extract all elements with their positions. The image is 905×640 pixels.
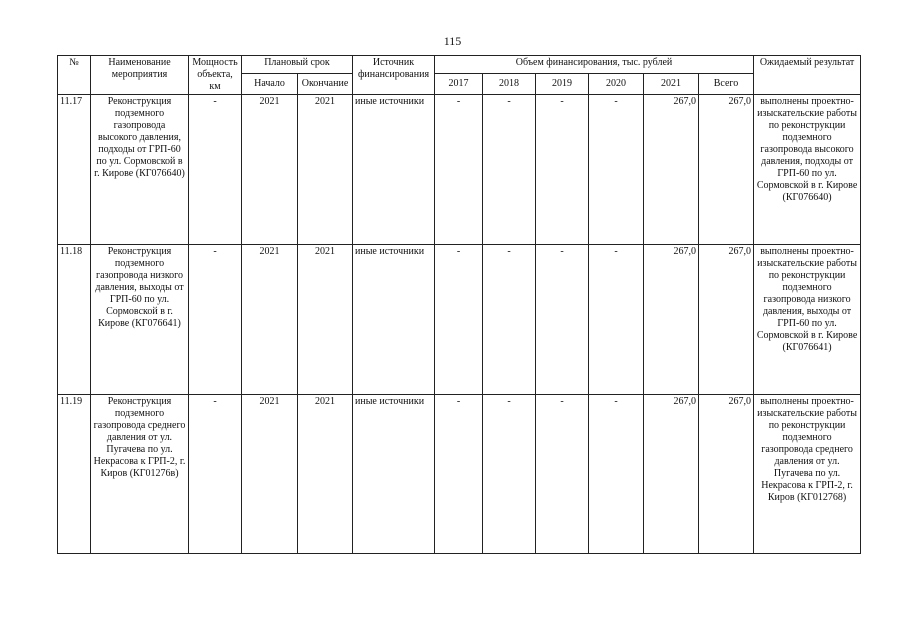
header-result: Ожидаемый результат <box>754 56 861 95</box>
header-2021: 2021 <box>644 74 699 95</box>
row-num: 11.18 <box>58 245 91 395</box>
header-capacity: Мощность объекта, км <box>189 56 242 95</box>
row-num: 11.17 <box>58 95 91 245</box>
header-total: Всего <box>699 74 754 95</box>
header-source: Источник финансирования <box>353 56 435 95</box>
row-2019: - <box>536 245 589 395</box>
header-2019: 2019 <box>536 74 589 95</box>
row-total: 267,0 <box>699 245 754 395</box>
row-name: Реконструкция подземного газопровода высокого давления, подходы от ГРП-60 по ул. Сормовской в г. Кирове (КГ076640) <box>91 95 189 245</box>
row-capacity: - <box>189 245 242 395</box>
row-2018: - <box>483 95 536 245</box>
header-num: № <box>58 56 91 95</box>
header-start: Начало <box>242 74 298 95</box>
header-row-1 <box>58 56 861 74</box>
row-end: 2021 <box>298 95 353 245</box>
header-planned-term: Плановый срок <box>242 56 353 74</box>
row-2019: - <box>536 95 589 245</box>
header-2020: 2020 <box>589 74 644 95</box>
financing-table <box>57 55 861 554</box>
row-2018: - <box>483 245 536 395</box>
row-result: выполнены проектно-изыскательские работы по реконструкции подземного газопровода высокого давления, подходы от ГРП-60 по ул. Сормовской в г. Кирове (КГ076640) <box>754 95 861 245</box>
header-name: Наименование мероприятия <box>91 56 189 95</box>
row-2017: - <box>435 245 483 395</box>
row-end: 2021 <box>298 245 353 395</box>
row-name: Реконструкция подземного газопровода низкого давления, выходы от ГРП-60 по ул. Сормовской в г. Кирове (КГ076641) <box>91 245 189 395</box>
row-name: Реконструкция подземного газопровода среднего давления от ул. Пугачева по ул. Некрасова к ГРП-2, г. Киров (КГ01276в) <box>91 395 189 554</box>
header-2018: 2018 <box>483 74 536 95</box>
row-2021: 267,0 <box>644 245 699 395</box>
table-row <box>58 395 861 554</box>
table-row <box>58 245 861 395</box>
row-result: выполнены проектно-изыскательские работы по реконструкции подземного газопровода низкого давления, выходы от ГРП-60 по ул. Сормовской в г. Кирове (КГ076641) <box>754 245 861 395</box>
header-end: Окончание <box>298 74 353 95</box>
row-2021: 267,0 <box>644 95 699 245</box>
row-2020: - <box>589 95 644 245</box>
row-2017: - <box>435 95 483 245</box>
row-total: 267,0 <box>699 95 754 245</box>
header-2017: 2017 <box>435 74 483 95</box>
table-row <box>58 95 861 245</box>
row-capacity: - <box>189 95 242 245</box>
row-2018: - <box>483 395 536 554</box>
row-result: выполнены проектно-изыскательские работы по реконструкции подземного газопровода среднего давления от ул. Пугачева по ул. Некрасова к ГРП-2, г. Киров (КГ012768) <box>754 395 861 554</box>
row-source: иные источники <box>353 395 435 554</box>
row-num: 11.19 <box>58 395 91 554</box>
row-source: иные источники <box>353 245 435 395</box>
row-start: 2021 <box>242 395 298 554</box>
header-financing: Объем финансирования, тыс. рублей <box>435 56 754 74</box>
row-2017: - <box>435 395 483 554</box>
row-2019: - <box>536 395 589 554</box>
row-capacity: - <box>189 395 242 554</box>
row-end: 2021 <box>298 395 353 554</box>
row-2021: 267,0 <box>644 395 699 554</box>
row-2020: - <box>589 245 644 395</box>
row-2020: - <box>589 395 644 554</box>
row-start: 2021 <box>242 95 298 245</box>
row-source: иные источники <box>353 95 435 245</box>
page-number: 115 <box>443 34 462 48</box>
row-start: 2021 <box>242 245 298 395</box>
row-total: 267,0 <box>699 395 754 554</box>
